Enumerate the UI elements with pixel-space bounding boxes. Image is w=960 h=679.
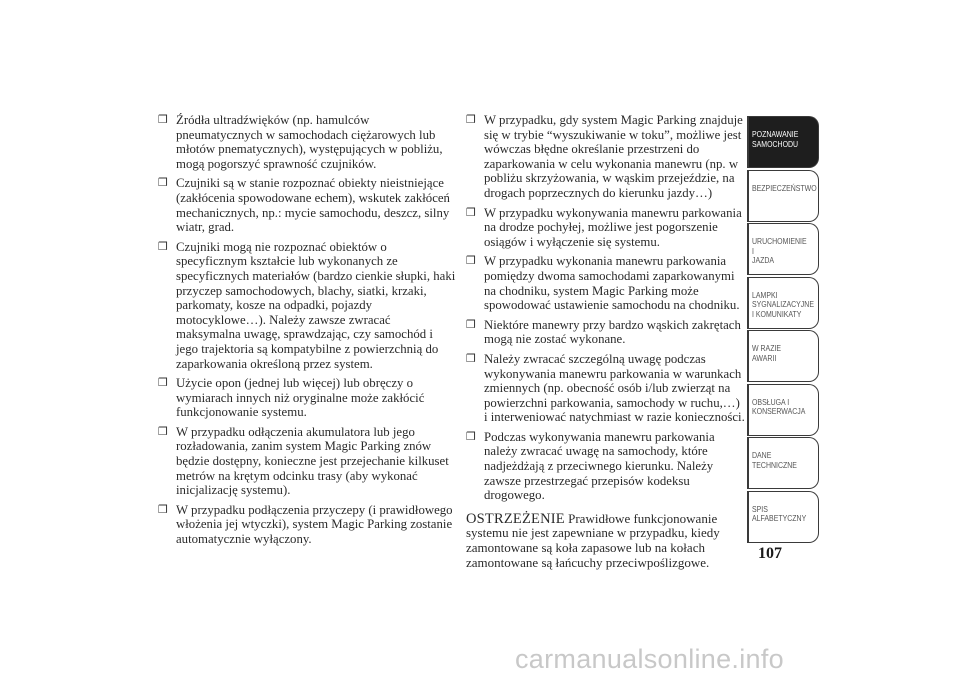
tab-uruchomienie-i-jazda[interactable] — [747, 223, 819, 275]
watermark: carmanualsonline.info — [515, 644, 784, 674]
list-item-text: Czujniki są w stanie rozpoznać obiekty nieistniejące (zakłócenia spowodowane echem), wskutek zakłóceń mechanicznych, np.: mycie samochodu, deszcz, silny wiatr, grad. — [176, 176, 450, 235]
list-item-text: Czujniki mogą nie rozpoznać obiektów o specyficznym kształcie lub wykonanych ze specyficznych materiałów (bardzo cienkie słupki, haki przyczep samochodowych, blachy, siatki, krzaki, parkomaty, kosze na odpadki, pojazdy motocyklowe…). Należy zawsze zwracać maksymalna uwagę, sprawdzając, czy samochód i jego trajektoria są kompatybilne z powierzchnią do zaparkowania określoną przez system. — [176, 239, 456, 371]
tab-dane-techniczne[interactable] — [747, 437, 819, 489]
tab-lampki-sygnalizacyjne[interactable] — [747, 277, 819, 329]
list-item — [466, 254, 746, 312]
page-number: 107 — [758, 545, 782, 562]
list-item — [158, 240, 458, 371]
checkbox-bullet-icon: ❒ — [158, 424, 168, 438]
tab-spis-alfabetyczny[interactable] — [747, 491, 819, 543]
tab-label: DANE TECHNICZNE — [752, 450, 797, 470]
list-item-text: Użycie opon (jednej lub więcej) lub obręczy o wymiarach innych niż oryginalne może zakłócić funkcjonowanie systemu. — [176, 376, 425, 420]
list-item-text: Podczas wykonywania manewru parkowania należy zwracać uwagę na samochody, które nadjeżdżają z przeciwnego kierunku. Należy zawsze przestrzegać przepisów kodeksu drogowego. — [484, 429, 715, 503]
tab-label: W RAZIE AWARII — [752, 343, 782, 363]
list-item-text: Źródła ultradźwięków (np. hamulców pneumatycznych w samochodach ciężarowych lub młotów pnematycznych), występujących w pobliżu, mogą pogorszyć sprawność czujników. — [176, 113, 443, 171]
tab-w-razie-awarii[interactable] — [747, 330, 819, 382]
list-item — [466, 318, 746, 347]
list-item-text: W przypadku wykonywania manewru parkowania na drodze pochyłej, możliwe jest pogorszenie osiągów i wyłączenie się systemu. — [484, 205, 742, 249]
checkbox-bullet-icon: ❒ — [466, 429, 476, 443]
list-item — [466, 430, 746, 503]
checkbox-bullet-icon: ❒ — [158, 176, 168, 190]
checkbox-bullet-icon: ❒ — [466, 113, 476, 126]
list-item — [158, 113, 458, 171]
tab-label: LAMPKI SYGNALIZACYJNE I KOMUNIKATY — [752, 289, 814, 319]
section-tabs — [747, 116, 819, 544]
checkbox-bullet-icon: ❒ — [466, 254, 476, 268]
list-item — [158, 425, 458, 498]
list-item — [158, 503, 458, 547]
left-column — [158, 113, 458, 552]
warning-heading: OSTRZEŻENIE — [466, 510, 565, 527]
list-item-text: Niektóre manewry przy bardzo wąskich zakrętach mogą nie zostać wykonane. — [484, 317, 741, 347]
tab-label: SPIS ALFABETYCZNY — [752, 503, 807, 523]
warning-text: Prawidłowe funkcjonowanie systemu nie jest zapewniane w przypadku, kiedy zamontowane są koła zapasowe lub na kołach zamontowane są łańcuchy przeciwpoślizgowe. — [466, 510, 720, 570]
list-item — [158, 176, 458, 234]
checkbox-bullet-icon: ❒ — [466, 205, 476, 219]
checkbox-bullet-icon: ❒ — [158, 239, 168, 253]
tab-poznawanie-samochodu[interactable] — [747, 116, 819, 168]
tab-label: URUCHOMIENIE I JAZDA — [752, 236, 807, 265]
tab-obsluga-i-konserwacja[interactable] — [747, 384, 819, 436]
list-item-text: Należy zwracać szczególną uwagę podczas wykonywania manewru parkowania w warunkach zmiennych (np. obecność osób i/lub zwierząt na powierzchni parkowania, samochody w ruchu,…) i interweniować natychmiast w razie konieczności. — [484, 351, 745, 425]
tab-label: POZNAWANIE SAMOCHODU — [752, 129, 799, 149]
checkbox-bullet-icon: ❒ — [158, 113, 168, 126]
checkbox-bullet-icon: ❒ — [158, 502, 168, 516]
tab-label: OBSŁUGA I KONSERWACJA — [752, 396, 806, 416]
list-item — [466, 206, 746, 250]
list-item — [158, 376, 458, 420]
list-item — [466, 113, 746, 201]
list-item-text: W przypadku odłączenia akumulatora lub jego rozładowania, zanim system Magic Parking znów będzie dostępny, konieczne jest przejechanie kilkuset metrów na krętym odcinku trasy (aby wykonać inicjalizację systemu). — [176, 424, 449, 498]
checkbox-bullet-icon: ❒ — [466, 351, 476, 365]
warning-note — [466, 512, 746, 570]
list-item — [466, 352, 746, 425]
checkbox-bullet-icon: ❒ — [466, 317, 476, 331]
list-item-text: W przypadku, gdy system Magic Parking znajduje się w trybie “wyszukiwanie w toku”, możliwe jest wówczas błędne określanie przestrzeni do zaparkowania w celu wykonania manewru (np. w pobliżu skrzyżowania, w wąskim przejeździe, na drogach poprzecznych do kierunku jazdy…) — [484, 113, 743, 200]
checkbox-bullet-icon: ❒ — [158, 376, 168, 390]
list-item-text: W przypadku podłączenia przyczepy (i prawidłowego włożenia jej wtyczki), system Magic Parking zostanie automatycznie wyłączony. — [176, 502, 453, 547]
tab-bezpieczenstwo[interactable] — [747, 170, 819, 222]
right-column — [466, 113, 746, 570]
tab-label: BEZPIECZEŃSTWO — [752, 182, 817, 193]
list-item-text: W przypadku wykonania manewru parkowania pomiędzy dwoma samochodami zaparkowanymi na chodniku, system Magic Parking może spowodować ustawienie samochodu na chodniku. — [484, 254, 740, 313]
